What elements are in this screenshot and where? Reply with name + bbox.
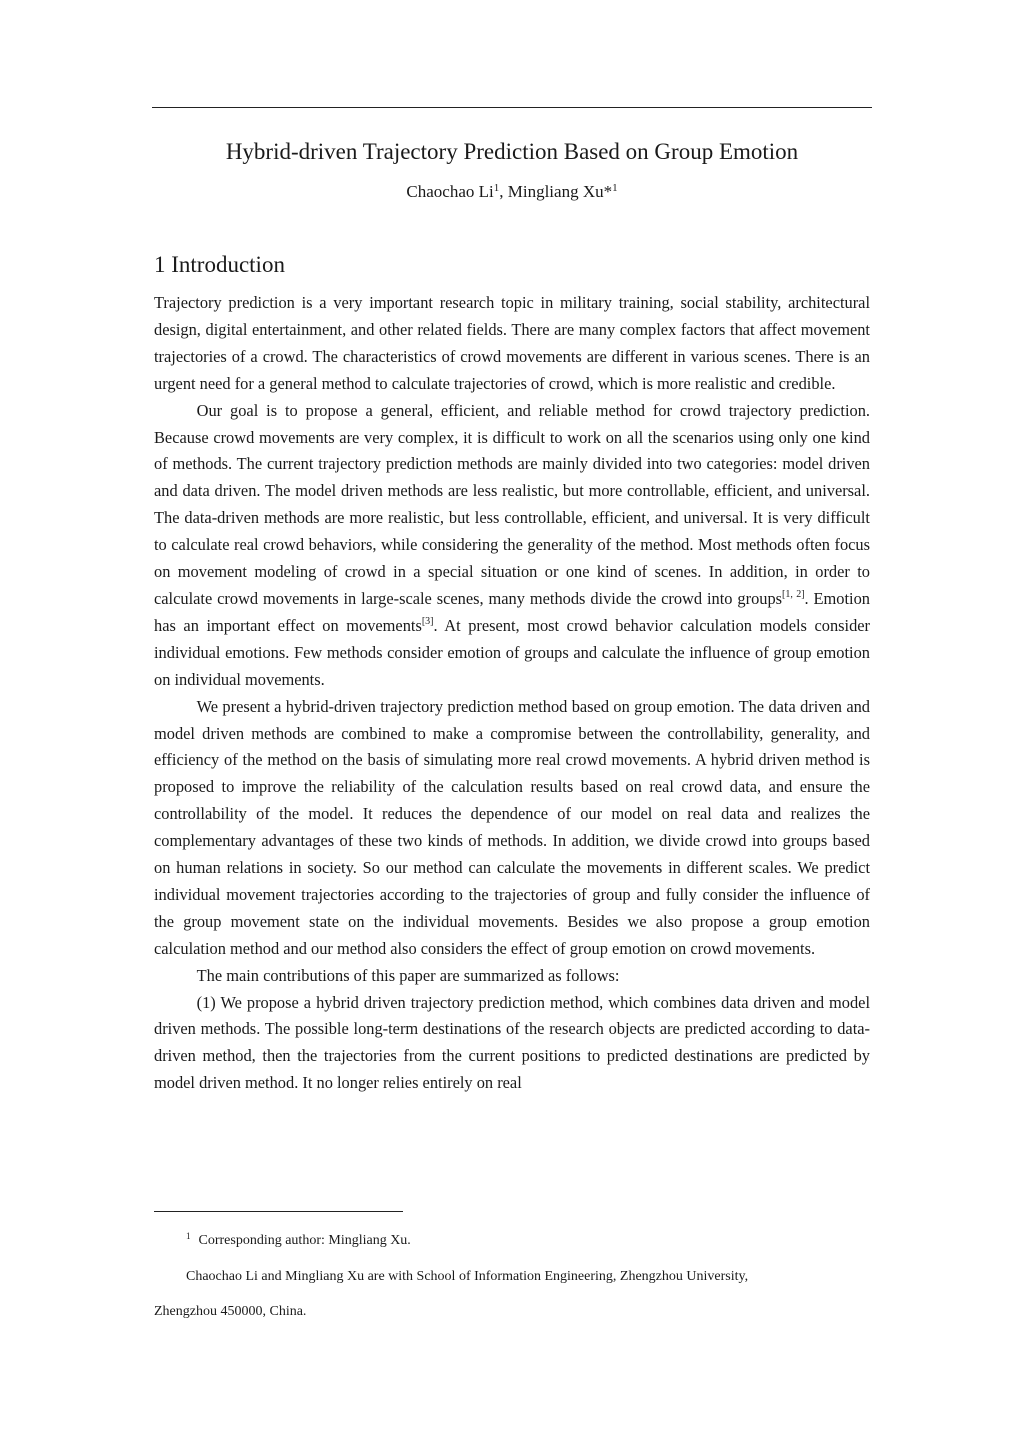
author-separator: , — [499, 182, 508, 201]
body-text — [154, 290, 870, 1097]
paper-title: Hybrid-driven Trajectory Prediction Based on Group Emotion — [225, 139, 799, 164]
footnote-text: Corresponding author: Mingliang Xu. — [198, 1233, 411, 1248]
author-name: Mingliang Xu* — [507, 182, 613, 201]
footnote-rule — [154, 1211, 403, 1212]
citation: [3] — [421, 615, 434, 627]
footnotes — [154, 1230, 870, 1323]
paragraph — [154, 398, 870, 694]
footnote-continuation: Zhengzhou 450000, China. — [154, 1304, 307, 1319]
author-line — [0, 180, 1024, 204]
citation: [1, 2] — [782, 588, 805, 600]
paragraph: Trajectory prediction is a very important research topic in military training, social stability, architectural design, digital entertainment, and other related fields. There are many complex factors that affect movement trajectories of a crowd. The characteristics of crowd movements are different in various scenes. There is an urgent need for a general method to calculate trajectories of crowd, which is more realistic and credible. — [154, 293, 870, 393]
paragraph: (1) We propose a hybrid driven trajectory prediction method, which combines data driven and model driven methods. The possible long-term destinations of the research objects are predicted according to data-driven method, then the trajectories from the current positions to predicted destinations are predicted by model driven method. It no longer relies entirely on real — [154, 992, 870, 1093]
author-affiliation-mark: 1 — [612, 182, 618, 194]
paragraph-text: . At present, most crowd behavior calculation models consider individual emotions. Few methods consider emotion of groups and calculate the influence of group emotion on individual movements. — [154, 615, 871, 689]
paragraph-text: Our goal is to propose a general, efficient, and reliable method for crowd trajectory prediction. Because crowd movements are very complex, it is difficult to work on all the scenarios using only one kind of methods. The current trajectory prediction methods are mainly divided into two categories: model driven and data driven. The model driven methods are less realistic, but more controllable, efficient, and universal. The data-driven methods are more realistic, but less controllable, efficient, and universal. It is very difficult to calculate real crowd behaviors, while considering the generality of the method. Most methods often focus on movement modeling of crowd in a special situation or one kind of scenes. In addition, in order to calculate crowd movements in large-scale scenes, many methods divide the crowd into groups — [154, 400, 870, 608]
footnote: Chaochao Li and Mingliang Xu are with School of Information Engineering, Zhengzhou University, — [186, 1269, 749, 1284]
paragraph: We present a hybrid-driven trajectory prediction method based on group emotion. The data driven and model driven methods are combined to make a compromise between the controllability, generality, and efficiency of the method on the basis of simulating more real crowd movements. A hybrid driven method is proposed to improve the reliability of the calculation results based on real crowd data, and ensure the controllability of the model. It reduces the dependence of our model on real data and realizes the complementary advantages of these two kinds of methods. In addition, we divide crowd into groups based on human relations in society. So our method can calculate the movements in different scales. We predict individual movement trajectories according to the trajectories of group and fully consider the influence of the group movement state on the individual movements. Besides we also propose a group emotion calculation method and our method also considers the effect of group emotion on crowd movements. — [154, 696, 870, 958]
paragraph-text: . Emotion has an important effect on movements — [154, 588, 870, 635]
author-affiliation-mark: 1 — [493, 182, 500, 194]
header-rule — [152, 107, 872, 108]
author-name: Chaochao Li — [406, 182, 494, 201]
footnote-mark: 1 — [186, 1231, 191, 1241]
section-heading: 1 Introduction — [154, 252, 285, 277]
paragraph: The main contributions of this paper are summarized as follows: — [196, 965, 620, 985]
footnote — [154, 1230, 870, 1252]
